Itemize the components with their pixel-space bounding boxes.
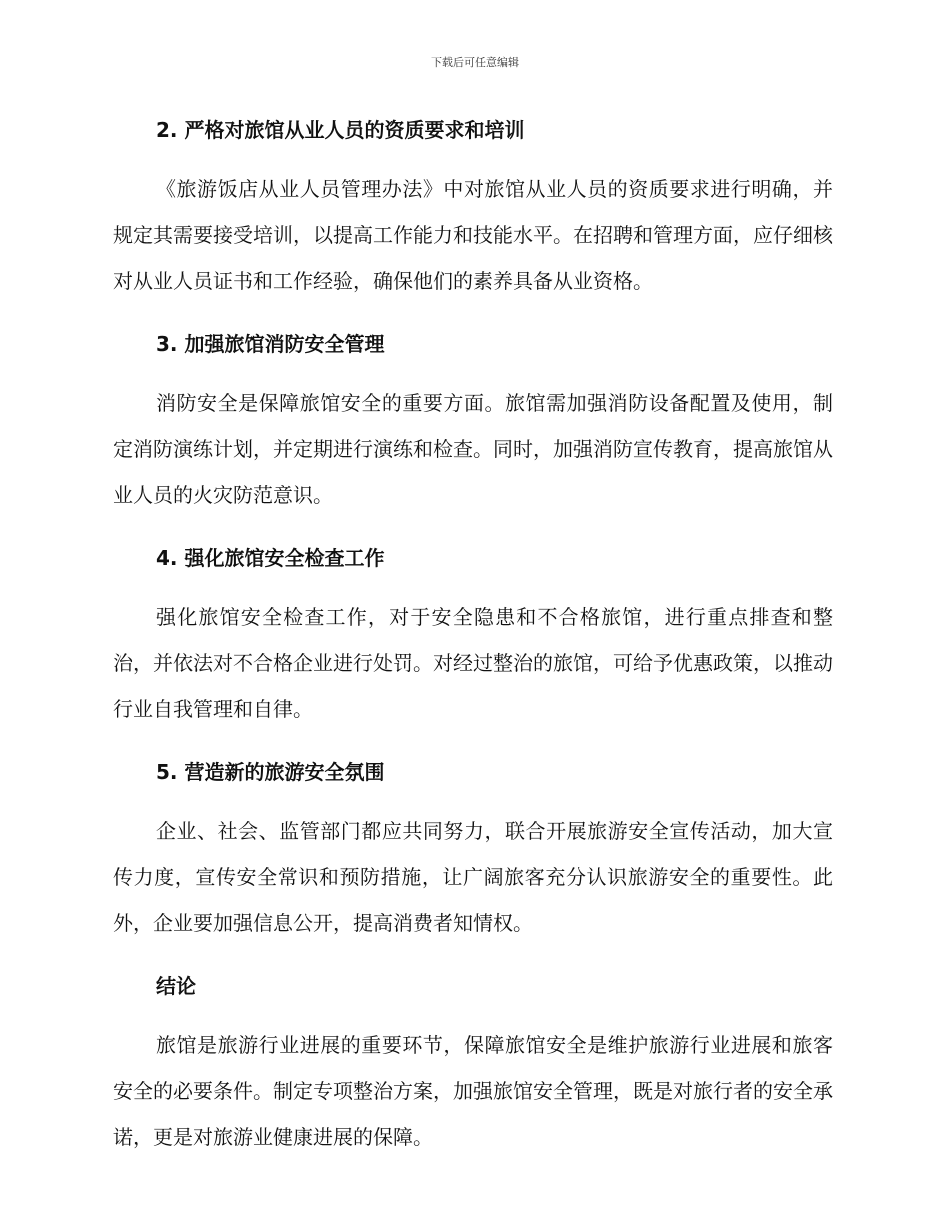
section-heading: 3. 加强旅馆消防安全管理 (156, 332, 385, 356)
section-heading: 2. 严格对旅馆从业人员的资质要求和培训 (156, 118, 525, 142)
section-heading: 4. 强化旅馆安全检查工作 (156, 546, 385, 570)
section-paragraph: 强化旅馆安全检查工作，对于安全隐患和不合格旅馆，进行重点排查和整治，并依法对不合格企业进行处罚。对经过整治的旅馆，可给予优惠政策，以推动行业自我管理和自律。 (113, 605, 833, 721)
section-paragraph: 消防安全是保障旅馆安全的重要方面。旅馆需加强消防设备配置及使用，制定消防演练计划，并定期进行演练和检查。同时，加强消防宣传教育，提高旅馆从业人员的火灾防范意识。 (113, 391, 833, 507)
section-paragraph: 《旅游饭店从业人员管理办法》中对旅馆从业人员的资质要求进行明确，并规定其需要接受培训，以提高工作能力和技能水平。在招聘和管理方面，应仔细核对从业人员证书和工作经验，确保他们的素养具备从业资格。 (113, 177, 833, 293)
section-paragraph: 企业、社会、监管部门都应共同努力，联合开展旅游安全宣传活动，加大宣传力度，宣传安全常识和预防措施，让广阔旅客充分认识旅游安全的重要性。此外，企业要加强信息公开，提高消费者知情权。 (113, 819, 833, 935)
header-note: 下载后可任意编辑 (431, 56, 519, 69)
section-heading: 5. 营造新的旅游安全氛围 (156, 760, 385, 784)
conclusion-paragraph: 旅馆是旅游行业进展的重要环节，保障旅馆安全是维护旅游行业进展和旅客安全的必要条件。制定专项整治方案，加强旅馆安全管理，既是对旅行者的安全承诺，更是对旅游业健康进展的保障。 (113, 1033, 833, 1149)
conclusion-heading: 结论 (156, 974, 196, 998)
document-body (113, 116, 833, 1160)
